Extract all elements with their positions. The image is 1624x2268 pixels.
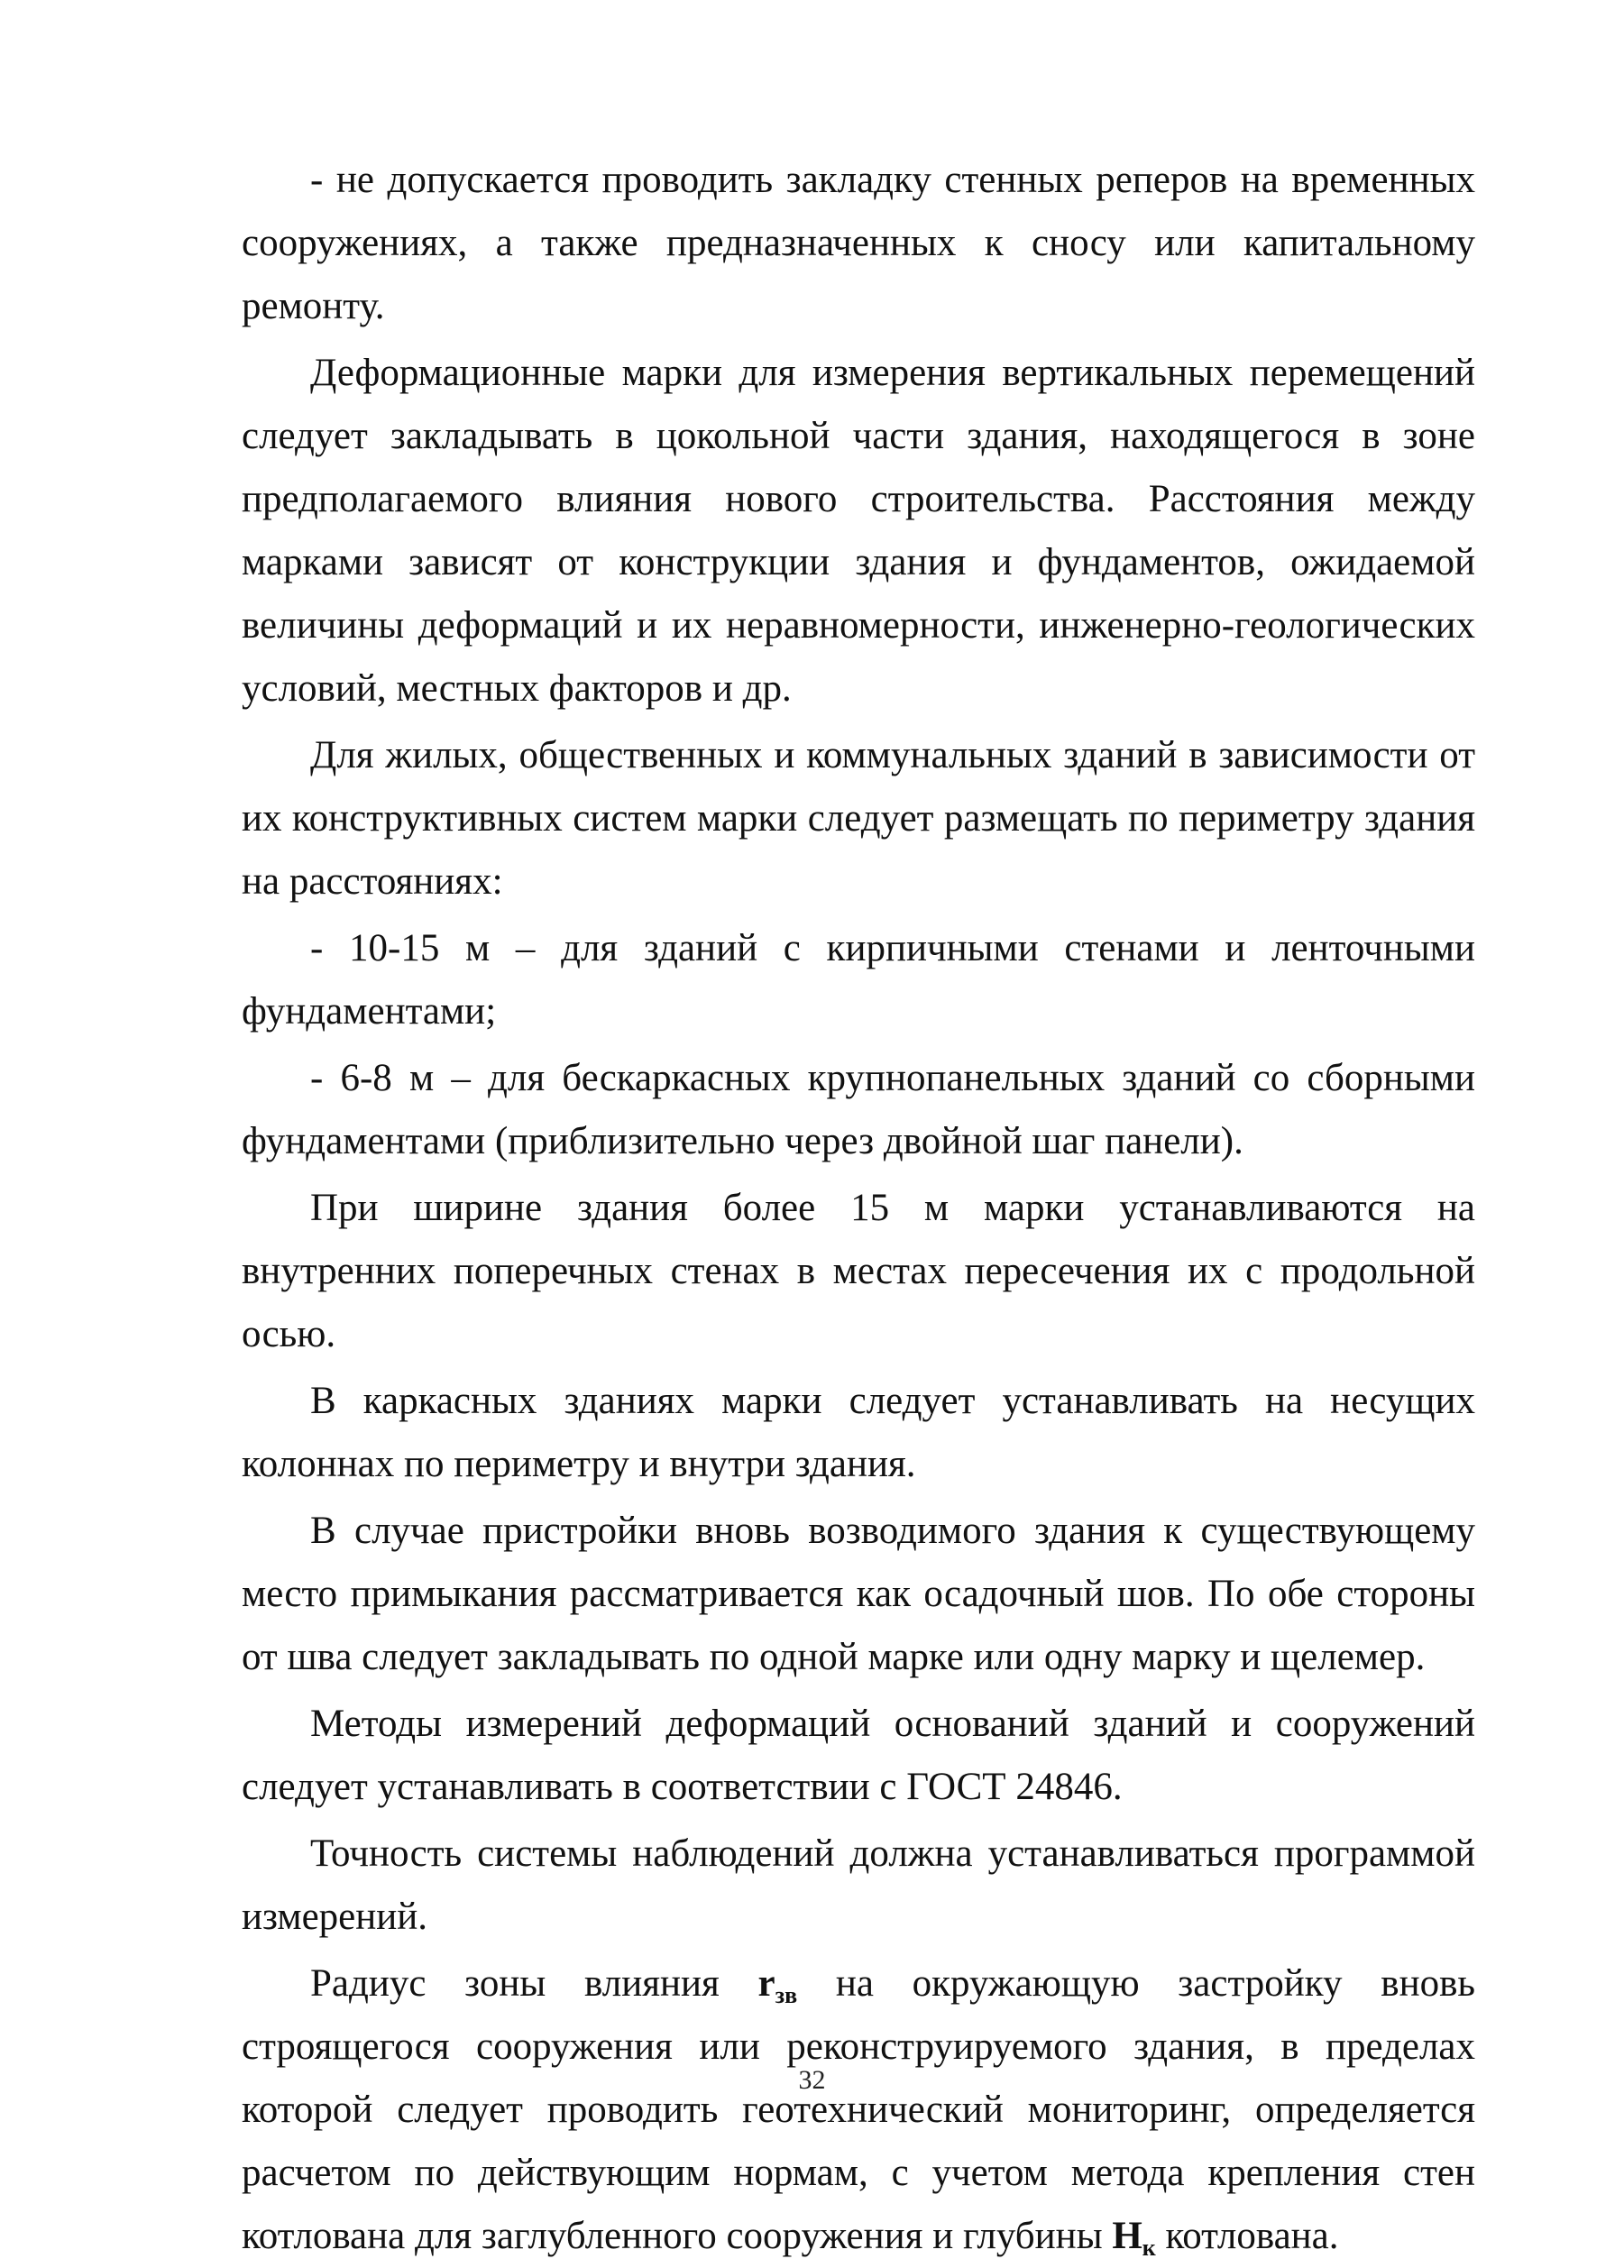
paragraph-extension-joint: В случае пристройки вновь возводимого здания к существующему место примыкания рассматривается как осадочный шов. По обе стороны от шва следует закладывать по одной марке или одну марку и щелемер. [242, 1510, 1475, 1678]
paragraph-frame-buildings: В каркасных зданиях марки следует устанавливать на несущих колоннах по периметру и внутри здания. [242, 1380, 1475, 1485]
paragraph-building-width: При ширине здания более 15 м марки устанавливаются на внутренних поперечных стенах в местах пересечения их с продольной осью. [242, 1187, 1475, 1355]
body-text [242, 149, 1475, 2268]
paragraph-residential-buildings: Для жилых, общественных и коммунальных зданий в зависимости от их конструктивных систем марки следует размещать по периметру здания на расстояниях: [242, 734, 1475, 903]
depth-symbol-letter: H [1112, 2215, 1142, 2257]
depth-symbol [1112, 2215, 1156, 2261]
page-number: 32 [798, 2065, 826, 2095]
radius-text-after: котлована. [1155, 2215, 1339, 2257]
paragraph-observation-accuracy: Точность системы наблюдений должна устанавливаться программой измерений. [242, 1832, 1475, 1938]
paragraph-measurement-methods: Методы измерений деформаций оснований зданий и сооружений следует устанавливать в соответствии с ГОСТ 24846. [242, 1703, 1475, 1808]
depth-symbol-subscript: к [1142, 2235, 1156, 2261]
paragraph-wall-benchmarks: - не допускается проводить закладку стенных реперов на временных сооружениях, а также предназначенных к сносу или капитальному ремонту. [242, 159, 1475, 327]
radius-symbol [757, 1962, 798, 2008]
radius-text-middle: на окружающую застройку вновь строящегося сооружения или реконструируемого здания, в пределах которой следует проводить геотехнический мониторинг, определяется расчетом по действующим нормам, с учетом метода крепления стен котлована для заглубленного сооружения и глубины [242, 1962, 1475, 2257]
radius-symbol-letter: r [757, 1962, 775, 2005]
paragraph-deformation-marks: Деформационные марки для измерения вертикальных перемещений следует закладывать в цокольной части здания, находящегося в зоне предполагаемого влияния нового строительства. Расстояния между марками зависят от конструкции здания и фундаментов, ожидаемой величины деформаций и их неравномерности, инженерно-геологических условий, местных факторов и др. [242, 352, 1475, 710]
list-item-brick-walls: - 10-15 м – для зданий с кирпичными стенами и ленточными фундаментами; [242, 927, 1475, 1033]
radius-symbol-subscript: зв [775, 1982, 798, 2008]
paragraph-influence-radius [242, 1952, 1475, 2268]
radius-text-before: Радиус зоны влияния [310, 1962, 758, 2005]
list-item-panel-buildings: - 6-8 м – для бескаркасных крупнопанельных зданий со сборными фундаментами (приблизительно через двойной шаг панели). [242, 1057, 1475, 1162]
